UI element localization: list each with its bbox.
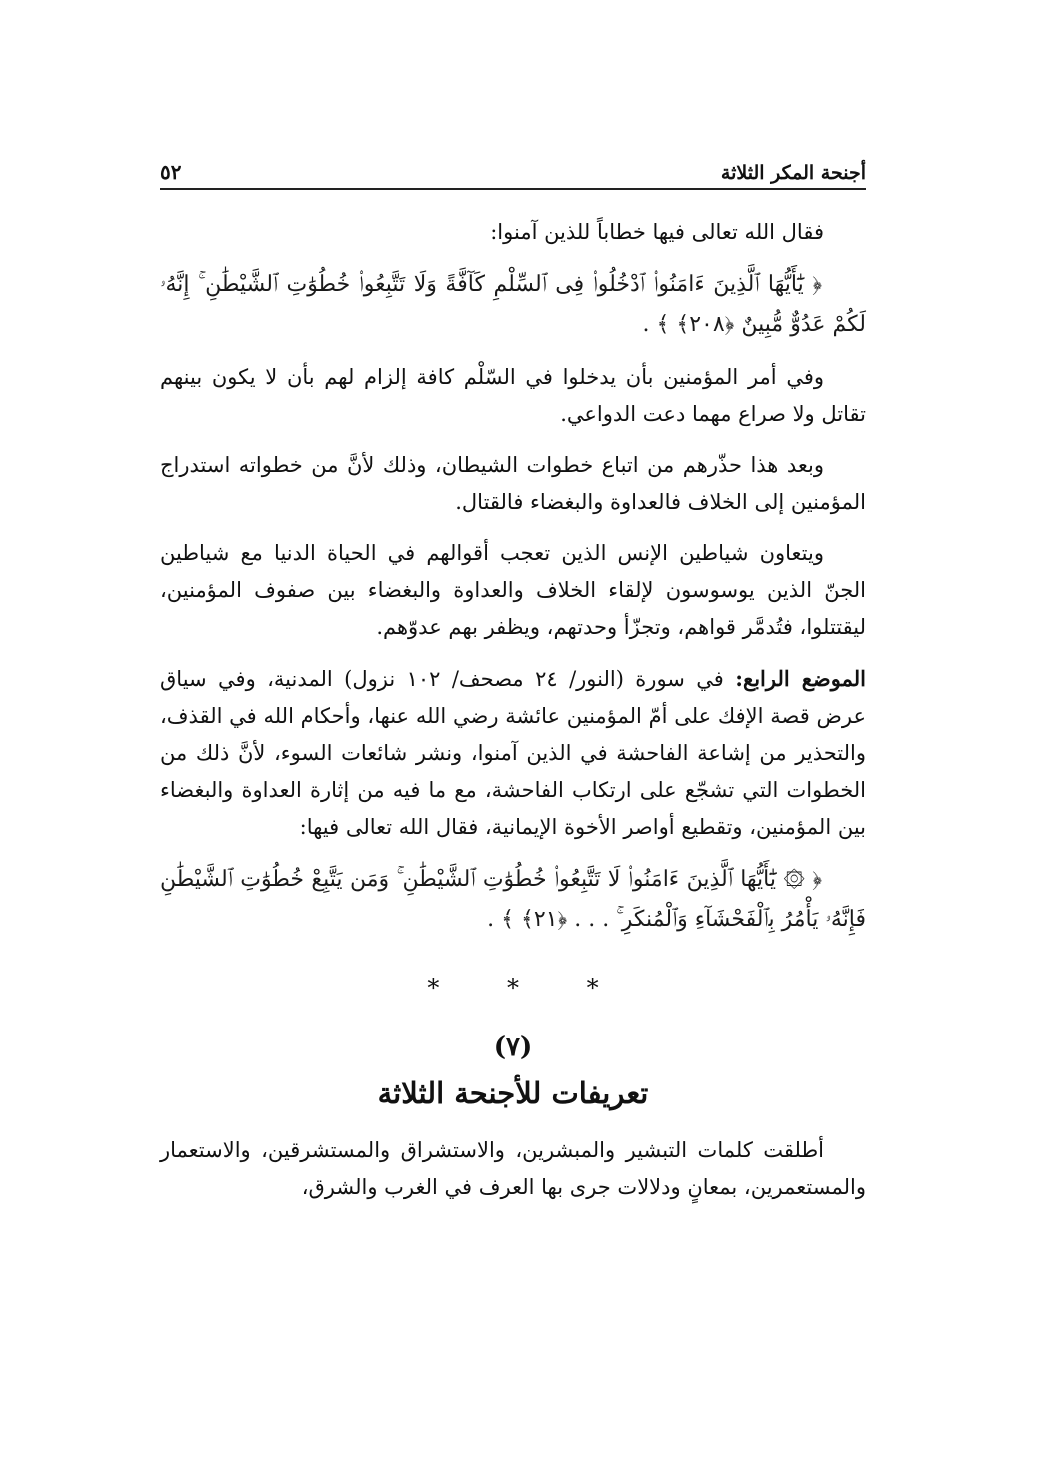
paragraph-intro: فقال الله تعالى فيها خطاباً للذين آمنوا: [490,220,824,244]
section-title: تعريفات للأجنحة الثلاثة [377,1076,649,1110]
page-number: ٥٢ [160,160,182,184]
paragraph-4: ويتعاون شياطين الإنس الذين تعجب أقوالهم في الحياة الدنيا مع شياطين الجنّ الذين يوسوسون لإلقاء الخلاف والعداوة والبغضاء بين صفوف المؤمنين، ليقتتلوا، فتُدمَّر قواهم، وتجزّأ وحدتهم، ويظفر بهم عدوّهم. [160,541,866,639]
paragraph-2: وفي أمر المؤمنين بأن يدخلوا في السّلْم كافة إلزام لهم بأن لا يكون بينهم تقاتل ولا صراع مهما دعت الدواعي. [160,365,866,426]
section-separator: * * * [427,974,629,1002]
section-paragraph-1: أطلقت كلمات التبشير والمبشرين، والاستشراق والمستشرقين، والاستعمار والمستعمرين، بمعانٍ ودلالات جرى بها العرف في الغرب والشرق، [160,1138,866,1199]
section-number: (٧) [493,1032,533,1062]
quran-verse-2: ﴿ ۞ يَٰٓأَيُّهَا ٱلَّذِينَ ءَامَنُوا۟ لَا تَتَّبِعُوا۟ خُطُوَٰتِ ٱلشَّيْطَٰنِ ۚ وَمَن يَتَّبِعْ خُطُوَٰتِ ٱلشَّيْطَٰنِ فَإِنَّهُۥ يَأْمُرُ بِٱلْفَحْشَآءِ وَٱلْمُنكَرِ ۚ . . . ﴿٢١﴾ ﴾ . [160,867,866,932]
running-header [160,150,866,190]
paragraph-5-lead: الموضع الرابع: [735,666,866,691]
book-title: أجنحة المكر الثلاثة [720,162,866,184]
book-page [160,150,866,1206]
paragraph-5-body: في سورة (النور/ ٢٤ مصحف/ ١٠٢ نزول) المدنية، وفي سياق عرض قصة الإفك على أمّ المؤمنين عائشة رضي الله عنها، وأحكام الله في القذف، والتحذير من إشاعة الفاحشة في الذين آمنوا، ونشر شائعات السوء، لأنَّ ذلك من الخطوات التي تشجّع على ارتكاب الفاحشة، مع ما فيه من إثارة العداوة والبغضاء بين المؤمنين، وتقطيع أواصر الأخوة الإيمانية، فقال الله تعالى فيها: [160,667,866,839]
paragraph-5 [160,660,866,846]
paragraph-3: وبعد هذا حذّرهم من اتباع خطوات الشيطان، وذلك لأنَّ من خطواته استدراج المؤمنين إلى الخلاف فالعداوة والبغضاء فالقتال. [160,453,866,514]
quran-verse-1: ﴿ يَٰٓأَيُّهَا ٱلَّذِينَ ءَامَنُوا۟ ٱدْخُلُوا۟ فِى ٱلسِّلْمِ كَآفَّةً وَلَا تَتَّبِعُوا۟ خُطُوَٰتِ ٱلشَّيْطَٰنِ ۚ إِنَّهُۥ لَكُمْ عَدُوٌّ مُّبِينٌ ﴿٢٠٨﴾ ﴾ . [160,272,866,337]
page-content [160,214,866,1206]
